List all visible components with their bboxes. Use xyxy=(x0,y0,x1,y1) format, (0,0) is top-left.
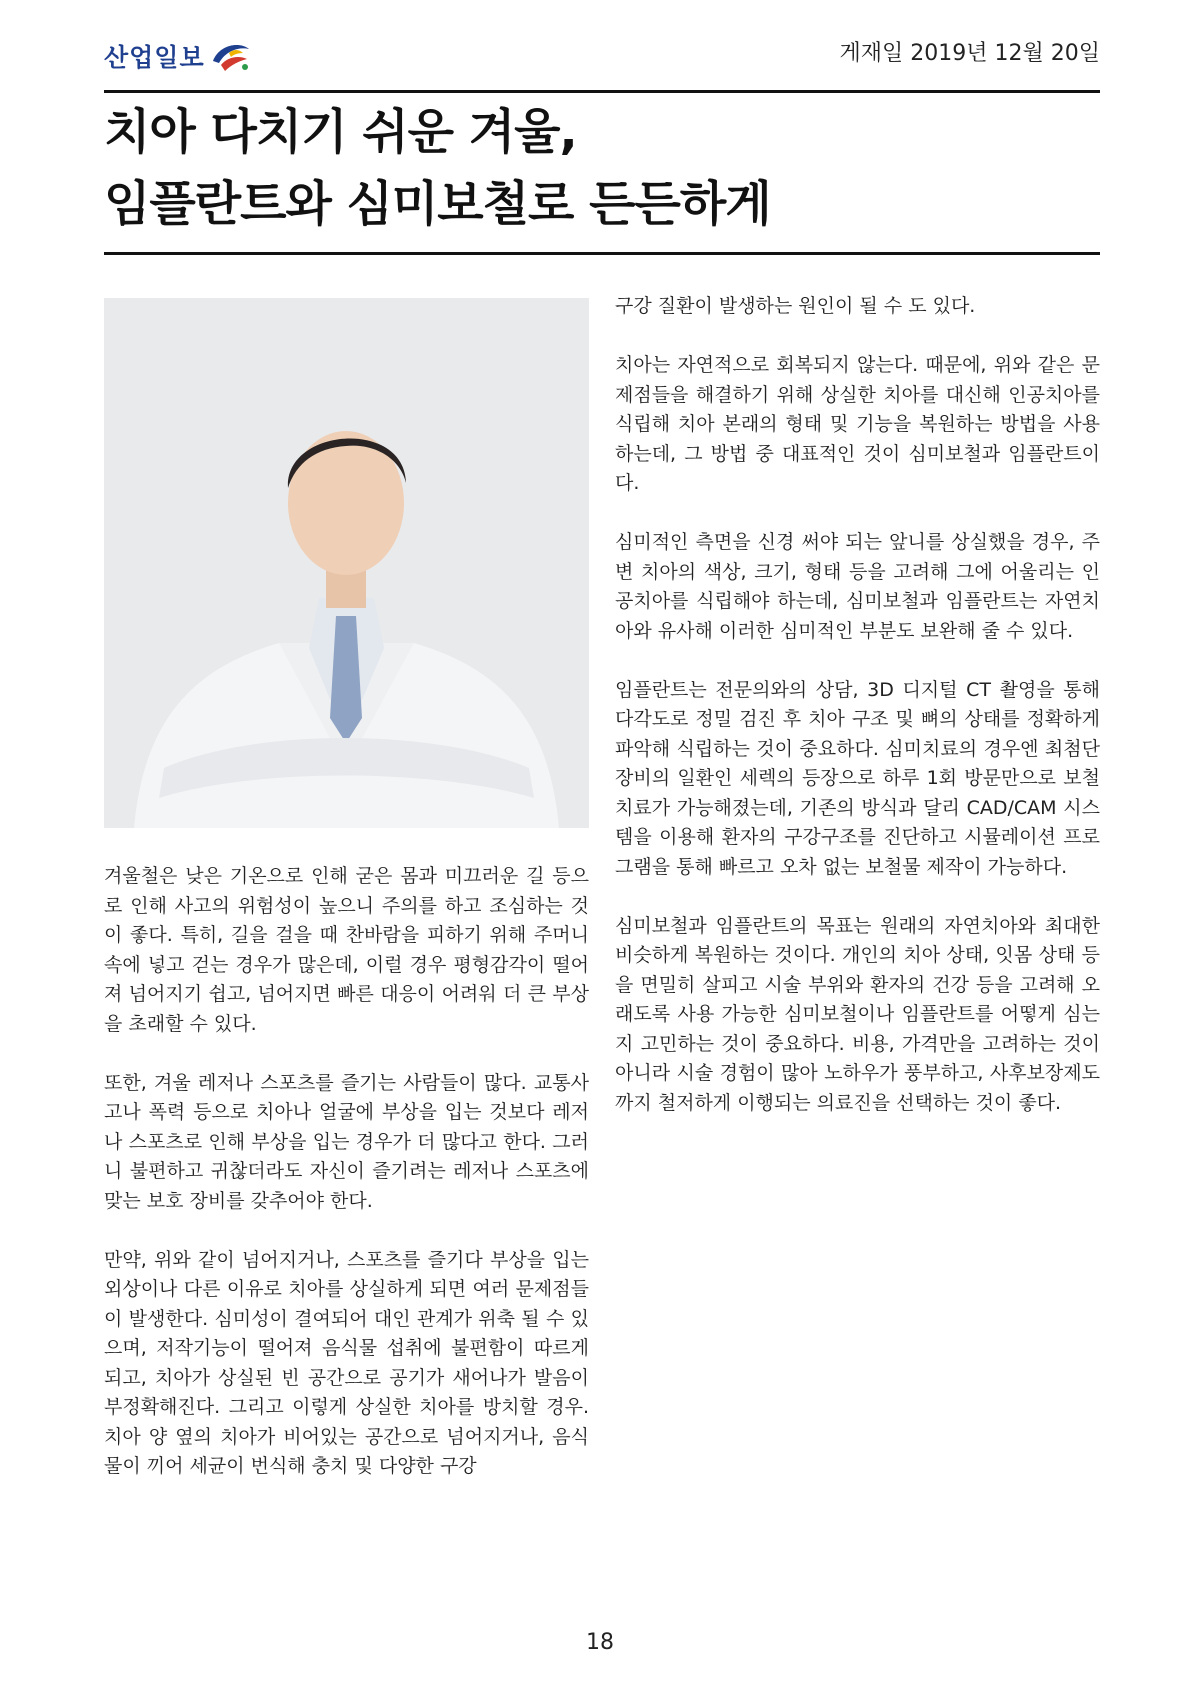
article-paragraph: 심미보철과 임플란트의 목표는 원래의 자연치아와 최대한 비슷하게 복원하는 것이다. 개인의 치아 상태, 잇몸 상태 등을 면밀히 살피고 시술 부위와 환자의 건강 등을 고려해 오래도록 사용 가능한 심미보철이나 임플란트를 어떻게 심는지 고민하는 것이 중요하다. 비용, 가격만을 고려하는 것이 아니라 시술 경험이 많아 노하우가 풍부하고, 사후보장제도까지 철저하게 이행되는 의료진을 선택하는 것이 좋다. xyxy=(615,914,1100,1114)
headline xyxy=(104,96,1100,240)
article-paragraph: 임플란트는 전문의와의 상담, 3D 디지털 CT 촬영을 통해 다각도로 정밀 검진 후 치아 구조 및 뼈의 상태를 정확하게 파악해 식립하는 것이 중요하다. 심미치료의 경우엔 최첨단 장비의 일환인 세렉의 등장으로 하루 1회 방문만으로 보철치료가 가능해졌는데, 기존의 방식과 달리 CAD/CAM 시스템을 이용해 환자의 구강구조를 진단하고 시뮬레이션 프로그램을 통해 빠르고 오차 없는 보철물 제작이 가능하다. xyxy=(615,678,1100,878)
headline-line-2: 임플란트와 심미보철로 든든하게 xyxy=(104,176,771,232)
logo-text: 산업일보 xyxy=(104,43,205,72)
article-paragraph: 겨울철은 낮은 기온으로 인해 굳은 몸과 미끄러운 길 등으로 인해 사고의 위험성이 높으니 주의를 하고 조심하는 것이 좋다. 특히, 길을 걸을 때 찬바람을 피하기 위해 주머니 속에 넣고 걷는 경우가 많은데, 이럴 경우 평형감각이 떨어져 넘어지기 쉽고, 넘어지면 빠른 대응이 어려워 더 큰 부상을 초래할 수 있다. xyxy=(104,865,589,1035)
article-paragraph: 만약, 위와 같이 넘어지거나, 스포츠를 즐기다 부상을 입는 외상이나 다른 이유로 치아를 상실하게 되면 여러 문제점들이 발생한다. 심미성이 결여되어 대인 관계가 위축 될 수 있으며, 저작기능이 떨어져 음식물 섭취에 불편함이 따르게 되고, 치아가 상실된 빈 공간으로 공기가 새어나가 발음이 부정확해진다. 그리고 이렇게 상실한 치아를 방치할 경우. 치아 양 옆의 치아가 비어있는 공간으로 넘어지거나, 음식물이 끼어 세균이 번식해 충치 및 다양한 구강 xyxy=(104,1248,589,1477)
page-number: 18 xyxy=(586,1630,614,1655)
article-paragraph: 심미적인 측면을 신경 써야 되는 앞니를 상실했을 경우, 주변 치아의 색상, 크기, 형태 등을 고려해 그에 어울리는 인공치아를 식립해야 하는데, 심미보철과 임플란트는 자연치아와 유사해 이러한 심미적인 부분도 보완해 줄 수 있다. xyxy=(615,531,1100,642)
newspaper-logo xyxy=(104,38,253,74)
headline-bottom-rule xyxy=(104,252,1100,255)
headline-top-rule xyxy=(104,90,1100,93)
article-paragraph: 또한, 겨울 레저나 스포츠를 즐기는 사람들이 많다. 교통사고나 폭력 등으로 치아나 얼굴에 부상을 입는 것보다 레저나 스포츠로 인해 부상을 입는 경우가 더 많다고 한다. 그러니 불편하고 귀찮더라도 자신이 즐기려는 레저나 스포츠에 맞는 보호 장비를 갖추어야 한다. xyxy=(104,1071,589,1212)
doctor-portrait-photo xyxy=(104,298,589,828)
masthead xyxy=(104,30,1100,80)
article-paragraph: 치아는 자연적으로 회복되지 않는다. 때문에, 위와 같은 문제점들을 해결하기 위해 상실한 치아를 대신해 인공치아를 식립해 치아 본래의 형태 및 기능을 복원하는 방법을 사용하는데, 그 방법 중 대표적인 것이 심미보철과 임플란트이다. xyxy=(615,354,1100,494)
publication-date: 게재일 2019년 12월 20일 xyxy=(839,41,1100,66)
article-paragraph: 구강 질환이 발생하는 원인이 될 수 도 있다. xyxy=(615,295,976,317)
article-column-left xyxy=(104,862,589,1511)
logo-swirl-icon xyxy=(209,39,253,73)
article-column-right xyxy=(615,292,1100,1148)
headline-line-1: 치아 다치기 쉬운 겨울, xyxy=(104,104,577,160)
